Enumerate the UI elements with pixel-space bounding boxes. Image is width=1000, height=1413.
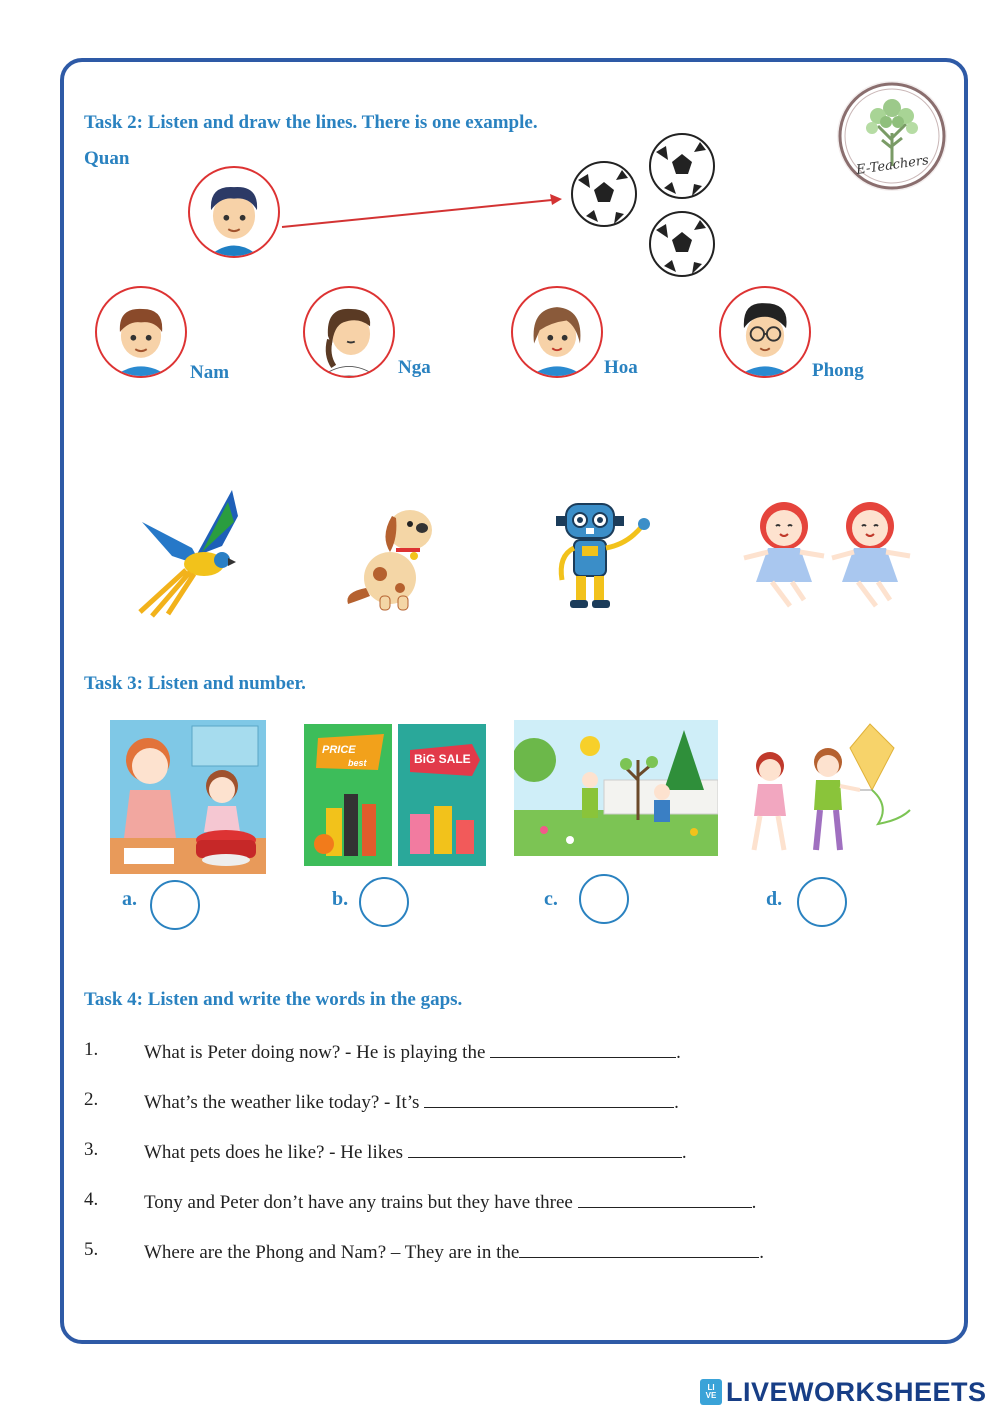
dog-picture[interactable] — [340, 496, 444, 612]
task3-title: Task 3: Listen and number. — [84, 673, 306, 694]
question-2-end: . — [674, 1092, 679, 1113]
question-1-text: What is Peter doing now? - He is playing the — [144, 1042, 491, 1063]
kite-picture[interactable] — [740, 720, 914, 856]
answer-circle-d[interactable] — [797, 877, 847, 927]
name-nam: Nam — [190, 362, 230, 383]
hoa-avatar[interactable] — [511, 286, 603, 378]
e-teachers-logo — [834, 78, 950, 194]
question-1-end: . — [676, 1042, 681, 1063]
question-5-number: 5. — [84, 1239, 99, 1260]
answer-gap-1[interactable] — [490, 1039, 676, 1058]
question-1-number: 1. — [84, 1039, 99, 1060]
letter-b: b. — [332, 888, 349, 910]
liveworksheets-logo-icon — [700, 1379, 722, 1405]
example-name-quan: Quan — [84, 148, 130, 169]
question-3-number: 3. — [84, 1139, 99, 1160]
cooking-picture[interactable] — [110, 720, 266, 874]
question-3-end: . — [681, 1142, 687, 1163]
question-2-number: 2. — [84, 1089, 99, 1110]
letter-d: d. — [766, 888, 783, 910]
question-5-end: . — [759, 1242, 765, 1263]
question-3 — [144, 1139, 687, 1164]
logo-text: E-Teachers — [855, 152, 930, 179]
dolls-picture[interactable] — [740, 496, 918, 612]
liveworksheets-badge-text: LIVE — [705, 1383, 717, 1400]
nga-avatar[interactable] — [303, 286, 395, 378]
nam-avatar[interactable] — [95, 286, 187, 378]
question-2-text: What’s the weather like today? - It’s — [144, 1092, 425, 1113]
task4-title: Task 4: Listen and write the words in the gaps. — [84, 989, 463, 1010]
sale-label-price: PRICE — [322, 744, 356, 756]
liveworksheets-brand — [700, 1377, 987, 1407]
question-4-end: . — [751, 1192, 757, 1213]
name-hoa: Hoa — [604, 357, 638, 378]
sale-label-big-sale: BiG SALE — [414, 752, 471, 766]
task2-title: Task 2: Listen and draw the lines. There is one example. — [84, 112, 538, 133]
question-4-text: Tony and Peter don’t have any trains but they have three — [144, 1192, 578, 1213]
footballs-picture[interactable] — [568, 132, 720, 280]
answer-gap-4[interactable] — [578, 1189, 752, 1208]
answer-gap-2[interactable] — [424, 1089, 674, 1108]
answer-circle-b[interactable] — [359, 877, 409, 927]
phong-avatar[interactable] — [719, 286, 811, 378]
sale-label-best: best — [348, 758, 367, 768]
question-5 — [144, 1239, 764, 1264]
parrot-picture[interactable] — [132, 486, 246, 618]
example-line — [280, 192, 570, 232]
robot-picture[interactable] — [548, 496, 660, 612]
answer-circle-c[interactable] — [579, 874, 629, 924]
liveworksheets-text: LIVEWORKSHEETS — [726, 1376, 987, 1407]
answer-gap-3[interactable] — [408, 1139, 682, 1158]
quan-avatar[interactable] — [188, 166, 280, 258]
name-nga: Nga — [398, 357, 431, 378]
question-1 — [144, 1039, 681, 1064]
question-4-number: 4. — [84, 1189, 99, 1210]
answer-gap-5[interactable] — [519, 1239, 759, 1258]
name-phong: Phong — [812, 360, 864, 381]
question-4 — [144, 1189, 756, 1214]
question-2 — [144, 1089, 679, 1114]
gardening-picture[interactable] — [514, 720, 718, 856]
question-5-text: Where are the Phong and Nam? – They are in the — [144, 1242, 520, 1263]
question-3-text: What pets does he like? - He likes — [144, 1142, 408, 1163]
answer-circle-a[interactable] — [150, 880, 200, 930]
letter-a: a. — [122, 888, 137, 910]
letter-c: c. — [544, 888, 558, 910]
